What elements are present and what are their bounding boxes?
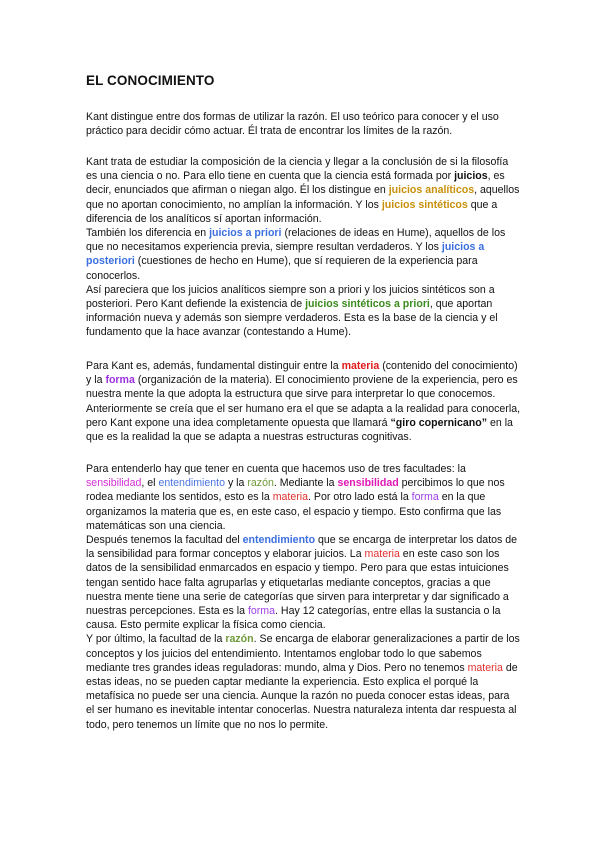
text-line: mediante tres grandes ideas reguladoras: mundo, alma y Dios. Pero no tenemos materia de [86,661,518,674]
term-juicios-sinteticos-a-priori: juicios sintéticos a priori [305,298,430,311]
term-forma: forma [411,491,439,504]
term-juicios-a-priori: juicios a priori [209,227,282,240]
term-materia: materia [341,360,380,372]
text-line: causa. Esto permite explicar la física como ciencia. [86,619,326,632]
text-line: es una ciencia o no. Para ello tiene en cuenta que la ciencia está formada por juicios, es [86,170,505,183]
text-line: conocerlos. [86,269,141,282]
text-line: Kant trata de estudiar la composición de la ciencia y llegar a la conclusión de si la filosofía [86,156,509,168]
text-line: nuestras percepciones. Esta es la forma. Hay 12 categorías, entre ellas la sustancia o la [86,605,501,618]
text-line: diferencia de los analíticos sí aportan información. [86,212,322,225]
term-entendimiento: entendimiento [158,477,225,490]
text-line: posteriori (cuestiones de hecho en Hume), que sí requieren de la experiencia para [86,255,478,268]
text-line: Anteriormente se creía que el ser humano era el que se adapta a la realidad para conocerla, [86,402,521,415]
text-line: datos de la sensibilidad enmarcados en espacio y tiempo. Pero para que estas intuiciones [86,562,509,575]
text-line: Así pareciera que los juicios analíticos siempre son a priori y los juicios sintéticos son a [86,283,495,296]
term-razon: razón [247,477,274,490]
text-line: matemáticas son una ciencia. [86,519,226,532]
text-line: Para Kant es, además, fundamental distinguir entre la materia (contenido del conocimiento) [86,360,518,372]
text-line: organizamos la materia que es, en este caso, el espacio y tiempo. Esto confirma que las [86,505,502,518]
text-line: todo, pero tenemos un límite que no nos lo permite. [86,718,329,731]
text-line: Después tenemos la facultad del entendimiento que se encarga de interpretar los datos de [86,534,518,547]
text-line: nuestra mente la que adopta la estructura que sirve para interpretar lo que conocemos. [86,388,496,401]
text-line: Para entenderlo hay que tener en cuenta que hacemos uso de tres facultades: la [86,463,466,475]
term-forma: forma [105,374,135,387]
term-materia: materia [272,491,309,504]
text-line: la sensibilidad para formar conceptos y elaborar juicios. La materia en este caso son los [86,548,500,561]
document-title: EL CONOCIMIENTO [86,73,215,88]
text-line: metafísica no puede ser una ciencia. Aunque la razón no pueda conocer estas ideas, para [86,690,510,703]
text-line: conceptos y los juicios del entendimiento. Intentamos englobar todo lo que sabemos [86,647,482,660]
term-juicios-a-posteriori: posteriori [86,255,135,268]
term-juicios-a-posteriori: juicios a [441,241,485,254]
term-sensibilidad-bold: sensibilidad [337,477,399,490]
text-line: También los diferencia en juicios a priori (relaciones de ideas en Hume), aquellos de los [86,227,506,240]
term-juicios-sinteticos: juicios sintéticos [381,198,468,211]
term-juicios: juicios [454,170,488,183]
text-line: nuestra mente tiene una serie de categorías que sirven para interpretar y dar significado a [86,590,509,603]
paragraph-intro [86,110,518,138]
text-line: pero Kant expone una idea completamente opuesta que llamará “giro copernicano” en la [86,416,513,429]
text-line: práctico para decidir cómo actuar. Él trata de encontrar los límites de la razón. [86,125,453,138]
text-line: que no necesitamos experiencia previa, siempre resultan verdaderos. Y los juicios a [86,241,485,254]
text-line: fundamento que la hace avanzar (contestando a Hume). [86,326,352,339]
text-line: información nueva y además son siempre verdaderos. Esta es la base de la ciencia y el [86,312,498,325]
term-materia: materia [364,548,400,561]
term-forma: forma [247,605,276,618]
text-line: y la forma (organización de la materia). El conocimiento proviene de la experiencia, pero es [86,374,518,387]
text-line: Y por último, la facultad de la razón. Se encarga de elaborar generalizaciones a partir de los [86,633,520,646]
paragraph-materia-forma [86,359,521,444]
term-razon-bold: razón [225,633,254,646]
term-sensibilidad: sensibilidad [86,477,142,490]
text-line: el ser humano es inevitable intentar conocerlas. Nuestra naturaleza intenta dar respuesta al [86,704,517,717]
term-giro-copernicano: “giro copernicano” [390,416,488,429]
text-line: estas ideas, no se pueden captar mediante la experiencia. Esto explica el porqué la [86,676,479,689]
text-line: que no aportan conocimiento, no amplían la información. Y los juicios sintéticos que a [86,198,498,211]
term-materia: materia [467,661,503,674]
text-line: posteriori. Pero Kant defiende la existencia de juicios sintéticos a priori, que aportan [86,298,493,311]
term-juicios-analiticos: juicios analíticos [388,184,475,197]
text-line: tengan sentido hace falta agruparlas y etiquetarlas mediante conceptos, gracias a que [86,576,491,589]
paragraph-juicios [86,155,518,340]
paragraph-facultades [86,462,518,732]
text-line: Kant distingue entre dos formas de utilizar la razón. El uso teórico para conocer y el uso [86,111,499,123]
text-line: que es la realidad la que se adapta a nuestras estructuras cognitivas. [86,431,412,444]
text-line: sensibilidad, el entendimiento y la razón. Mediante la sensibilidad percibimos lo que nos [86,477,505,490]
text-line: rodea mediante los sentidos, esto es la materia. Por otro lado está la forma en la que [86,491,486,504]
term-entendimiento-bold: entendimiento [242,534,316,547]
text-line: decir, enunciados que afirman o niegan algo. Él los distingue en juicios analíticos, aquellos [86,184,520,197]
